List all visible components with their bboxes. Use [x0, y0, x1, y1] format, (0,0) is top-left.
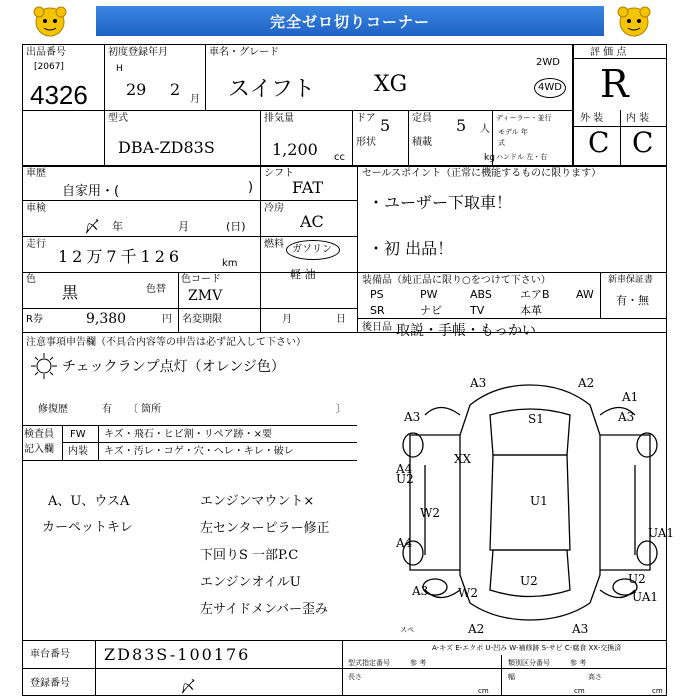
- equipment-item: 本革: [520, 304, 542, 317]
- displacement-label: 排気量: [264, 113, 294, 124]
- remark-left-line: カーペットキレ: [42, 520, 133, 535]
- selling-point-1: ・ユーザー下取車！: [368, 193, 513, 212]
- lot-label: 出品番号: [26, 47, 66, 58]
- registration-value: 〆: [180, 677, 197, 696]
- damage-mark: S1: [528, 412, 544, 426]
- check-lamp-icon: [30, 352, 58, 380]
- footer-model-no: 型式指定番号: [348, 659, 390, 667]
- footer-cm-1: cm: [478, 687, 489, 695]
- first-reg-year: 29: [126, 80, 147, 99]
- repair-label: 修復歴: [38, 404, 68, 415]
- inspector-label-1: 検査員: [24, 429, 54, 440]
- color-label: 色: [26, 274, 36, 285]
- damage-mark: XX: [454, 452, 472, 466]
- inspection-day-unit: (日): [226, 220, 246, 233]
- model-label: 型式: [108, 113, 128, 124]
- damage-mark: A3: [404, 410, 421, 424]
- usage-value: 自家用・(: [62, 184, 120, 199]
- handle-label: ハンドル 左・右: [496, 153, 548, 161]
- repair-bracket: 〔 箇所: [128, 404, 162, 415]
- remark-right-line: 左センターピラー修正: [200, 521, 330, 536]
- remark-right-line: 左サイドメンバー歪み: [200, 602, 329, 617]
- car-name: スイフト: [228, 77, 315, 102]
- model-year-label: モデル 年式: [498, 128, 528, 147]
- equipment-item: TV: [470, 304, 485, 317]
- damage-mark: A3: [572, 622, 589, 636]
- lot-number: 4326: [30, 80, 88, 110]
- footer-width: 幅: [508, 673, 515, 681]
- inspection-year-unit: 年: [112, 220, 123, 233]
- equipment-item: エアB: [520, 288, 550, 301]
- capacity-value: 5: [456, 116, 467, 135]
- damage-mark: W2: [420, 506, 440, 520]
- name-change-label: 名変期限: [182, 314, 222, 325]
- damage-mark: A2: [468, 622, 485, 636]
- repair-value: 有: [102, 404, 112, 415]
- score-exterior: C: [588, 126, 610, 159]
- remark-right-line: エンジンマウント×: [200, 494, 315, 509]
- name-change-day: 日: [336, 314, 346, 325]
- inspector-fw-items: キズ・飛石・ヒビ割・リペア跡・×要: [104, 429, 272, 440]
- aircon-value: AC: [300, 212, 324, 231]
- equipment-item: PW: [420, 288, 438, 301]
- damage-legend: A-キズ E-エクボ U-凹み W-補修跡 S-サビ C-腐食 XX-交換済: [432, 644, 622, 652]
- usage-close: ): [248, 180, 254, 195]
- inspector-fw: FW: [70, 429, 86, 440]
- inspector-int-label: 内装: [68, 446, 88, 457]
- capacity-label: 定員: [412, 113, 432, 124]
- damage-mark: A4: [396, 462, 413, 476]
- first-reg-era: H: [116, 64, 123, 74]
- damage-mark: UA1: [648, 526, 675, 540]
- recycle-value: 9,380: [86, 311, 127, 327]
- remark-right-line: エンジンオイルU: [200, 575, 301, 590]
- inspection-month-unit: 月: [178, 220, 189, 233]
- lot-sub: [2067]: [34, 62, 64, 72]
- fuel-diesel: 軽 油: [290, 268, 316, 281]
- shape-label: 形状: [356, 137, 376, 148]
- inspector-label-2: 記入欄: [24, 444, 54, 455]
- aircon-label: 冷房: [264, 203, 284, 214]
- damage-mark: A2: [578, 376, 595, 390]
- frame-value: ZD83S-100176: [104, 645, 251, 664]
- color-value: 黒: [62, 283, 79, 302]
- equipment-item: SR: [370, 304, 385, 317]
- aftermarket-label: 後日品: [362, 322, 392, 333]
- aftermarket-value: 取説・手帳・もっかい: [396, 323, 536, 339]
- mirror-label: スペ: [400, 626, 414, 634]
- fuel-label: 燃料: [264, 239, 284, 250]
- shift-label: シフト: [264, 168, 294, 179]
- drive-4wd: 4WD: [538, 82, 562, 93]
- recycle-label: R券: [26, 314, 43, 325]
- capacity-unit: 人: [480, 124, 490, 135]
- remark-right-line: 下回りS 一部P.C: [200, 548, 299, 563]
- notes-value: チェックランプ点灯（オレンジ色）: [62, 359, 285, 375]
- name-label: 車名・グレード: [209, 47, 279, 58]
- footer-cm-2: cm: [574, 687, 585, 695]
- damage-mark: A3: [412, 584, 429, 598]
- mascot-right-icon: [614, 4, 654, 40]
- equipment-item: ABS: [470, 288, 492, 301]
- mileage-label: 走行: [26, 239, 46, 250]
- footer-class-no: 類別区分番号: [508, 659, 550, 667]
- doors-value: 5: [380, 116, 391, 135]
- displacement-unit: cc: [334, 152, 345, 163]
- usage-label: 車歴: [26, 168, 46, 179]
- first-reg-month-unit: 月: [190, 94, 200, 105]
- inspection-value: 〆: [84, 217, 101, 236]
- damage-mark: U1: [530, 494, 548, 508]
- header-banner: [96, 6, 604, 36]
- damage-mark: A3: [470, 376, 487, 390]
- equipment-item: PS: [370, 288, 384, 301]
- registration-label: 登録番号: [30, 678, 70, 689]
- first-reg-label: 初度登録年月: [108, 47, 168, 58]
- car-grade: XG: [374, 72, 408, 97]
- drive-2wd: 2WD: [536, 57, 560, 68]
- footer-ref-2: 参 考: [570, 659, 587, 667]
- displacement-value: 1,200: [272, 140, 318, 159]
- footer-cm-3: cm: [652, 687, 663, 695]
- warranty-value: 有・無: [616, 294, 649, 307]
- equipment-item: ナビ: [420, 304, 442, 317]
- score-value: R: [600, 62, 629, 106]
- name-change-month: 月: [282, 314, 292, 325]
- color-change-label: 色替: [146, 284, 166, 295]
- score-ext-label: 外 装: [580, 113, 604, 124]
- damage-mark: A3: [618, 410, 635, 424]
- doors-label: ドア: [356, 113, 376, 124]
- selling-points-label: セールスポイント（正常に機能するものに限ります）: [362, 168, 602, 179]
- damage-mark: U2: [520, 574, 538, 588]
- selling-point-2: ・初 出品！: [368, 239, 454, 258]
- frame-label: 車台番号: [30, 649, 70, 660]
- score-label: 評 価 点: [590, 47, 627, 58]
- model-value: DBA-ZD83S: [118, 138, 215, 157]
- warranty-label: 新車保証書: [608, 275, 654, 285]
- inspection-label: 車検: [26, 203, 46, 214]
- repair-close: 〕: [336, 404, 346, 415]
- color-code-label: 色コード: [181, 274, 221, 285]
- inspector-int-items: キズ・汚レ・コゲ・穴・ヘレ・キレ・破レ: [104, 446, 294, 457]
- notes-label: 注意事項申告欄（不具合内容等の申告は必ず記入して下さい）: [26, 337, 306, 348]
- mileage-unit: km: [222, 258, 238, 269]
- recycle-unit: 円: [162, 314, 172, 325]
- remark-left-line: A、U、ウスA: [48, 494, 130, 509]
- load-label: 積載: [412, 137, 432, 148]
- first-reg-month: 2: [170, 80, 181, 99]
- footer-length: 長さ: [348, 673, 362, 681]
- score-int-label: 内 装: [626, 113, 650, 124]
- fuel-gasoline: ガソリン: [292, 244, 332, 255]
- header-title: 完全ゼロ切りコーナー: [269, 12, 430, 31]
- score-interior: C: [632, 126, 654, 159]
- footer-ref-1: 参 考: [410, 659, 427, 667]
- mascot-left-icon: [30, 4, 70, 40]
- equipment-item: AW: [576, 288, 594, 301]
- load-unit: kg: [484, 153, 495, 163]
- damage-mark: W2: [458, 586, 478, 600]
- damage-mark: A4: [396, 536, 413, 550]
- color-code: ZMV: [188, 288, 223, 304]
- damage-mark: A1: [622, 390, 639, 404]
- damage-mark: U2: [396, 472, 414, 486]
- damage-mark: UA1: [632, 590, 659, 604]
- dealer-label: ディーラー・並行: [496, 114, 552, 122]
- mileage-value: 12万7千126: [58, 247, 184, 266]
- equipment-label: 装備品（純正品に限り○をつけて下さい）: [362, 275, 551, 286]
- damage-mark: U2: [628, 572, 646, 586]
- shift-value: FAT: [292, 178, 324, 197]
- footer-height: 高さ: [588, 673, 602, 681]
